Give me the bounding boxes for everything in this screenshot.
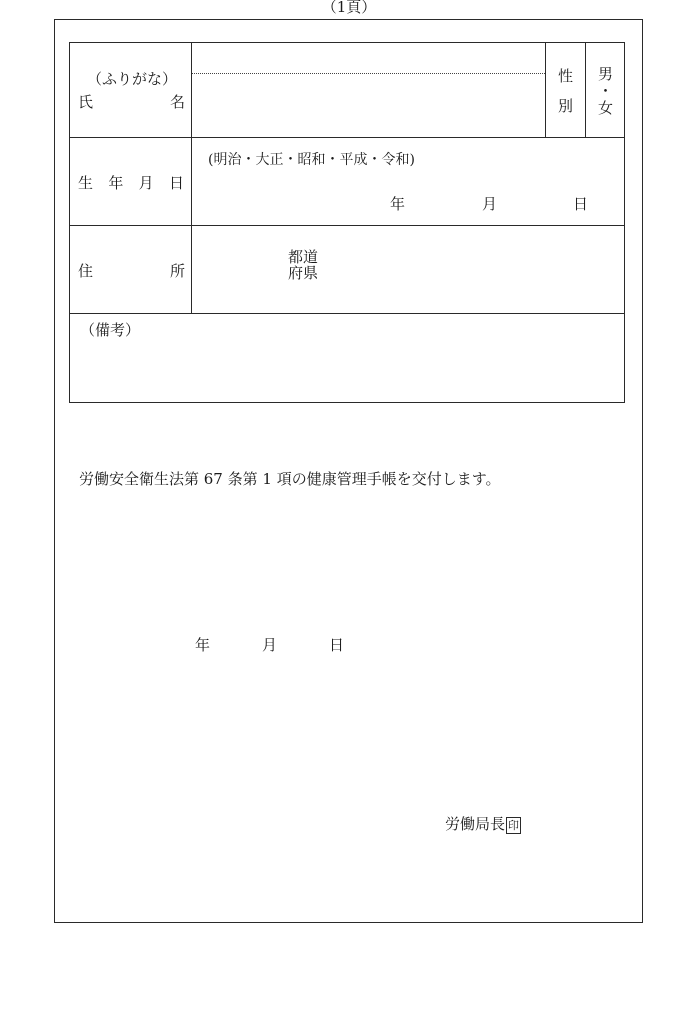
row-divider-birth <box>70 225 624 226</box>
name-label-left: 氏 <box>78 93 94 111</box>
birth-label-char: 月 <box>138 174 154 192</box>
birth-label-char: 日 <box>168 174 184 192</box>
birth-year-label: 年 <box>390 195 406 213</box>
birth-day-label: 日 <box>573 195 589 213</box>
issuer-title: 労働局長 <box>445 815 506 833</box>
label-column-divider <box>191 43 192 313</box>
row-divider-address <box>70 313 624 314</box>
prefecture-label <box>288 249 318 281</box>
birth-label <box>78 172 184 193</box>
sex-option-male: 男 <box>598 65 614 83</box>
sex-label-bottom: 別 <box>558 97 574 115</box>
prefecture-label-top: 都道 <box>288 248 319 266</box>
birth-label-char: 年 <box>108 174 124 192</box>
address-label-left: 住 <box>78 262 94 280</box>
sex-column-divider-right <box>585 43 586 137</box>
issuer-signature <box>445 813 521 834</box>
furigana-divider <box>192 73 545 74</box>
issue-date-day: 日 <box>329 636 345 654</box>
era-options: (明治・大正・昭和・平成・令和) <box>208 152 415 168</box>
sex-column-divider-left <box>545 43 546 137</box>
birth-month-label: 月 <box>482 195 498 213</box>
issuance-statement: 労働安全衛生法第 67 条第 1 項の健康管理手帳を交付します。 <box>79 470 501 488</box>
address-label-right: 所 <box>170 262 186 280</box>
personal-info-table <box>69 42 625 403</box>
sex-option-dot: ・ <box>598 82 614 100</box>
prefecture-label-bottom: 府県 <box>288 264 319 282</box>
issue-date-month: 月 <box>262 636 278 654</box>
name-label-right: 名 <box>170 93 186 111</box>
issue-date-year: 年 <box>195 636 211 654</box>
furigana-label: （ふりがな） <box>87 70 178 88</box>
sex-label-top: 性 <box>558 67 574 85</box>
birth-label-char: 生 <box>78 174 94 192</box>
row-divider-name <box>70 137 624 138</box>
page-number: （1頁） <box>321 0 377 16</box>
seal-mark: 印 <box>508 818 520 832</box>
remarks-label: （備考） <box>80 321 141 339</box>
sex-option-female: 女 <box>598 99 614 117</box>
